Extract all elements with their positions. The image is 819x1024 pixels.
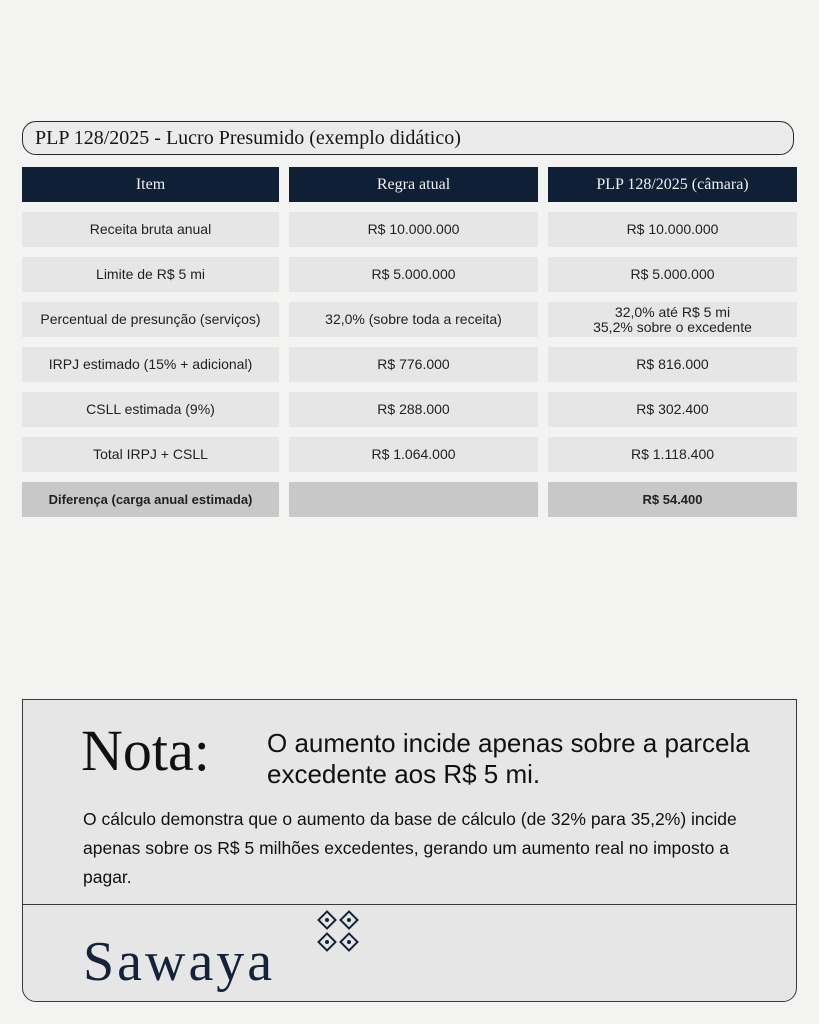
row-plp-line-2: 35,2% sobre o excedente — [593, 318, 752, 335]
table-row — [22, 347, 797, 382]
header-plp: PLP 128/2025 (câmara) — [548, 167, 797, 202]
brand-logo-text: Sawaya — [83, 931, 276, 993]
table-header-row — [22, 167, 797, 202]
table-title: PLP 128/2025 - Lucro Presumido (exemplo didático) — [35, 126, 461, 149]
row-label: CSLL estimada (9%) — [22, 392, 279, 427]
row-label: Total IRPJ + CSLL — [22, 437, 279, 472]
header-item: Item — [22, 167, 279, 202]
note-heading: Nota: — [81, 718, 210, 783]
table-title-bar — [22, 121, 794, 155]
row-plp — [548, 302, 797, 337]
table-total-row — [22, 482, 797, 517]
row-plp-line-1: 32,0% até R$ 5 mi — [614, 303, 731, 320]
sawaya-logo-mark-icon — [315, 910, 363, 958]
note-lead: O aumento incide apenas sobre a parcela excedente aos R$ 5 mi. — [267, 728, 750, 789]
row-label: Receita bruta anual — [22, 212, 279, 247]
table-row — [22, 392, 797, 427]
row-current: R$ 776.000 — [289, 347, 538, 382]
row-current: 32,0% (sobre toda a receita) — [289, 302, 538, 337]
header-current-rule: Regra atual — [289, 167, 538, 202]
row-plp: R$ 816.000 — [548, 347, 797, 382]
row-plp: R$ 10.000.000 — [548, 212, 797, 247]
total-plp: R$ 54.400 — [548, 482, 797, 517]
table-row — [22, 437, 797, 472]
table-row — [22, 257, 797, 292]
comparison-table — [22, 167, 797, 527]
row-current: R$ 5.000.000 — [289, 257, 538, 292]
row-current: R$ 288.000 — [289, 392, 538, 427]
row-current: R$ 10.000.000 — [289, 212, 538, 247]
row-label: Percentual de presunção (serviços) — [22, 302, 279, 337]
note-body: O cálculo demonstra que o aumento da base de cálculo (de 32% para 35,2%) incide apenas sobre os R$ 5 milhões excedentes, gerando um aumento real no imposto a pagar. — [83, 809, 737, 887]
total-current — [289, 482, 538, 517]
total-label: Diferença (carga anual estimada) — [22, 482, 279, 517]
row-plp: R$ 302.400 — [548, 392, 797, 427]
note-divider — [23, 904, 796, 905]
table-row — [22, 212, 797, 247]
row-current: R$ 1.064.000 — [289, 437, 538, 472]
table-row — [22, 302, 797, 337]
row-plp: R$ 5.000.000 — [548, 257, 797, 292]
row-label: IRPJ estimado (15% + adicional) — [22, 347, 279, 382]
row-label: Limite de R$ 5 mi — [22, 257, 279, 292]
note-box — [22, 699, 797, 1002]
row-plp: R$ 1.118.400 — [548, 437, 797, 472]
